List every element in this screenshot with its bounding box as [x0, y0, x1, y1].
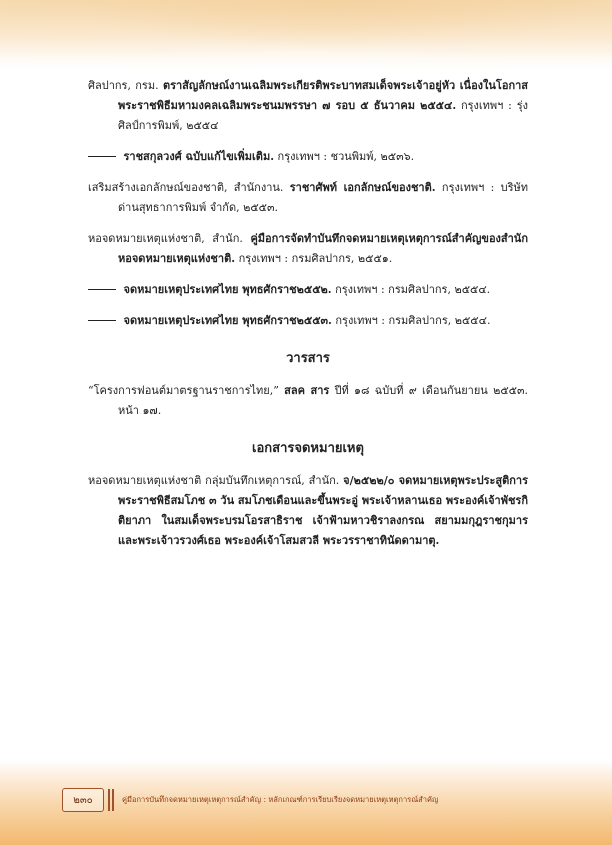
- entry-title: จดหมายเหตุประเทศไทย พุทธศักราช๒๕๕๒.: [123, 283, 332, 296]
- entry-author: หอจดหมายเหตุแห่งชาติ, สำนัก.: [88, 232, 243, 245]
- section-heading-archives: เอกสารจดหมายเหตุ: [252, 441, 364, 456]
- entry-title: ตราสัญลักษณ์งานเฉลิมพระเกียรติพระบาทสมเด็จพระเจ้าอยู่หัว เนื่องในโอกาสพระราชพิธีมหามงคลเฉลิมพระชนมพรรษา ๗ รอบ ๕ ธันวาคม ๒๕๕๔.: [118, 79, 529, 112]
- page-number: ๒๓๐: [62, 788, 104, 812]
- entry-author: หอจดหมายเหตุแห่งชาติ กลุ่มบันทึกเหตุการณ์, สำนัก.: [88, 474, 340, 487]
- bibliography-entry: [88, 229, 528, 269]
- bibliography-entry: [88, 178, 528, 218]
- entry-journal-title: สลค สาร: [284, 384, 330, 397]
- repeat-author-dash: [88, 320, 116, 321]
- bibliography-entry: [88, 280, 528, 300]
- entry-publication: กรุงเทพฯ : กรมศิลปากร, ๒๕๕๑.: [238, 252, 393, 265]
- entry-publication: กรุงเทพฯ : ชวนพิมพ์, ๒๕๓๖.: [277, 150, 415, 163]
- entry-publication: กรุงเทพฯ : บริษัท ด่านสุทธาการพิมพ์ จำกัด, ๒๕๕๓.: [118, 181, 528, 214]
- bibliography-entry: [88, 76, 528, 136]
- entry-publication: ปีที่ ๑๘ ฉบับที่ ๙ เดือนกันยายน ๒๕๕๓. หน้า ๑๗.: [118, 384, 528, 417]
- entry-title: คู่มือการจัดทำบันทึกจดหมายเหตุเหตุการณ์สำคัญของสำนักหอจดหมายเหตุแห่งชาติ.: [118, 232, 528, 265]
- bibliography-entry: [88, 311, 528, 331]
- footer-book-title: คู่มือการบันทึกจดหมายเหตุเหตุการณ์สำคัญ : หลักเกณฑ์การเรียบเรียงจดหมายเหตุเหตุการณ์สำคัญ: [122, 795, 439, 804]
- page-footer: [62, 789, 438, 811]
- entry-title: จ/๒๕๒๒/๐ จดหมายเหตุพระประสูติการ พระราชพิธีสมโภช ๓ วัน สมโภชเดือนและขึ้นพระอู่ พระเจ้าหลานเธอ พระองค์เจ้าพัชรกิติยาภา ในสมเด็จพระบรมโอรสาธิราช เจ้าฟ้ามหาวชิราลงกรณ สยามมกุฎราชกุมาร และพระเจ้าวรวงศ์เธอ พระองค์เจ้าโสมสวลี พระวรราชาทินัดดามาตุ.: [118, 474, 528, 547]
- entry-title: จดหมายเหตุประเทศไทย พุทธศักราช๒๕๕๓.: [123, 314, 332, 327]
- section-heading-journal: วารสาร: [286, 351, 330, 366]
- entry-publication: กรุงเทพฯ : กรมศิลปากร, ๒๕๕๔.: [335, 283, 491, 296]
- entry-article: “โครงการฟอนต์มาตรฐานราชการไทย,”: [88, 384, 279, 397]
- entry-title: ราชสกุลวงศ์ ฉบับแก้ไขเพิ่มเติม.: [123, 150, 275, 163]
- bibliography-entry: [88, 471, 528, 551]
- footer-divider-bars: [108, 789, 116, 811]
- entry-publication: กรุงเทพฯ : กรมศิลปากร, ๒๕๕๔.: [335, 314, 491, 327]
- bibliography-entry: [88, 381, 528, 421]
- entry-publication: กรุงเทพฯ : รุ่งศิลป์การพิมพ์, ๒๕๕๔: [118, 99, 528, 132]
- repeat-author-dash: [88, 156, 116, 157]
- repeat-author-dash: [88, 289, 116, 290]
- bibliography-entry: [88, 147, 528, 167]
- header-decoration: [0, 0, 612, 70]
- entry-title: ราชาศัพท์ เอกลักษณ์ของชาติ.: [289, 181, 436, 194]
- bibliography: [88, 76, 528, 562]
- entry-author: เสริมสร้างเอกลักษณ์ของชาติ, สำนักงาน.: [88, 181, 284, 194]
- entry-author: ศิลปากร, กรม.: [88, 79, 159, 92]
